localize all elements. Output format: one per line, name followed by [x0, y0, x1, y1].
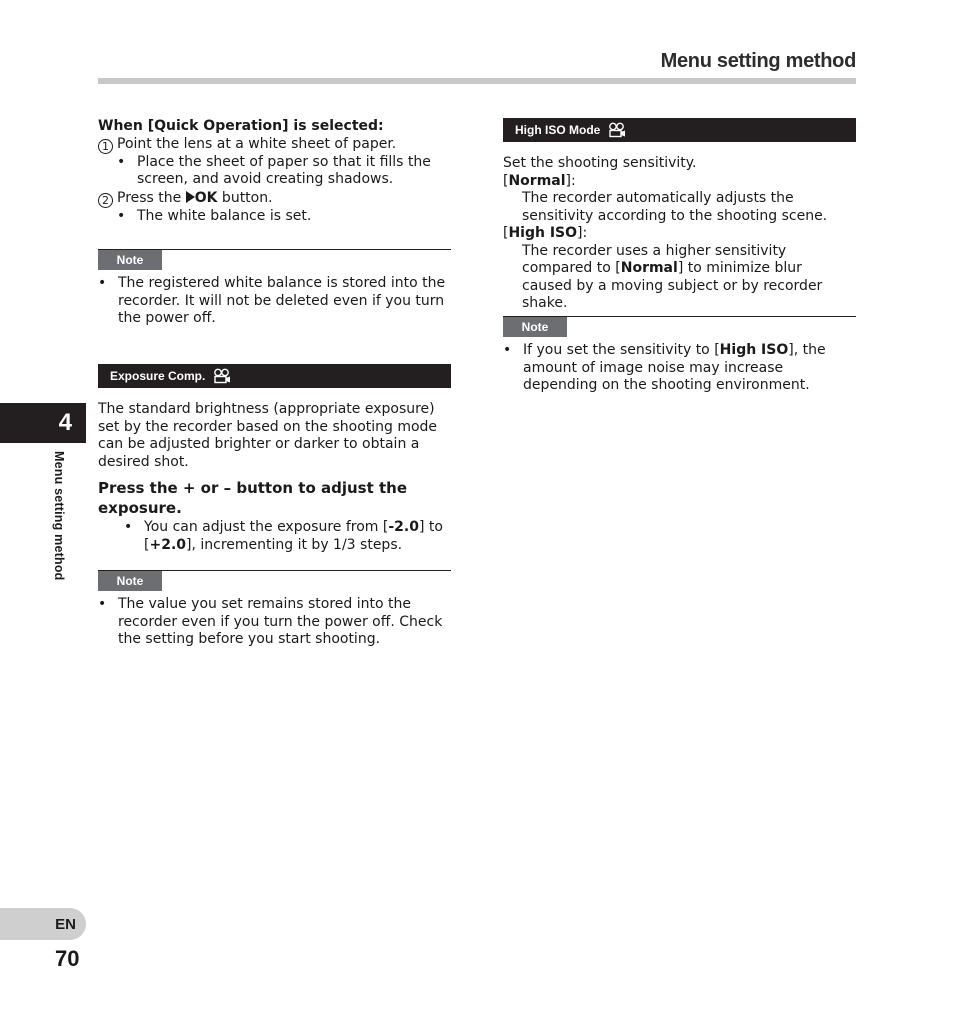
note-3: [503, 316, 856, 337]
language-tab: EN: [0, 908, 86, 940]
exposure-comp-title: Exposure Comp.: [110, 369, 206, 383]
note-2: [98, 570, 451, 591]
movie-camera-icon: [213, 368, 231, 384]
page-number: 70: [55, 946, 80, 971]
high-iso-mode-title: High ISO Mode: [515, 123, 601, 137]
note-1-text: The registered white balance is stored into the recorder. It will not be deleted even if you turn the power off.: [118, 275, 446, 326]
step-1: [98, 136, 451, 154]
quick-operation-heading: When [Quick Operation] is selected:: [98, 118, 384, 134]
press-heading: Press the + or – button to adjust the exposure.: [98, 479, 408, 517]
note-2-text: The value you set remains stored into the recorder even if you turn the power off. Check the setting before you start shooting.: [118, 596, 443, 647]
note-1-body: [98, 275, 451, 328]
high-iso-option: [High ISO]:: [503, 225, 588, 241]
bullet-dot: •: [503, 342, 512, 358]
play-triangle-icon: [186, 191, 195, 203]
chapter-tab: 4: [0, 403, 86, 443]
page-title: Menu setting method: [660, 50, 856, 72]
high-iso-mode-bar: [503, 118, 856, 142]
step-1-number: 1: [98, 139, 113, 154]
exposure-comp-bar: [98, 364, 451, 388]
header-rule: [98, 78, 856, 84]
step-2-bullet: • The white balance is set.: [117, 208, 312, 224]
note-1: [98, 249, 451, 270]
range-bullet: • You can adjust the exposure from [-2.0] to [+2.0], incrementing it by 1/3 steps.: [124, 519, 443, 553]
step-1-text: Point the lens at a white sheet of paper.: [117, 135, 397, 152]
bullet-dot: •: [98, 275, 107, 291]
range-max: +2.0: [149, 536, 186, 553]
note-3-body: • If you set the sensitivity to [High ISO], the amount of image noise may increase depending on the shooting environment.: [503, 342, 826, 393]
range-min: -2.0: [388, 519, 419, 535]
chapter-label: Menu setting method: [52, 451, 66, 581]
normal-option: [Normal]:: [503, 172, 576, 189]
left-column: [98, 118, 451, 226]
bullet-dot: •: [117, 153, 126, 170]
note-2-body: [98, 596, 451, 649]
step-2: [98, 190, 451, 208]
step-2-pre: Press the: [117, 189, 186, 206]
high-iso-section: [503, 155, 856, 313]
bullet-dot: •: [117, 208, 126, 224]
normal-description: The recorder automatically adjusts the sensitivity according to the shooting scene.: [522, 190, 828, 224]
iso-description: Set the shooting sensitivity.: [503, 155, 697, 171]
ok-button-label: OK: [194, 189, 218, 206]
movie-camera-icon: [608, 122, 626, 138]
step-1-bullet: • Place the sheet of paper so that it fills the screen, and avoid creating shadows.: [117, 153, 431, 188]
step-2-post: button.: [217, 189, 273, 206]
step-2-number: 2: [98, 193, 113, 208]
exposure-description: The standard brightness (appropriate exposure) set by the recorder based on the shooting mode can be adjusted brighter or darker to obtain a desired shot.: [98, 401, 438, 470]
bullet-dot: •: [98, 596, 107, 612]
note-3-label: Note: [503, 317, 567, 337]
note-2-label: Note: [98, 571, 162, 591]
exposure-section: [98, 401, 451, 554]
bullet-dot: •: [124, 519, 133, 535]
high-iso-description: The recorder uses a higher sensitivity compared to [Normal] to minimize blur caused by a moving subject or by recorder shake.: [522, 242, 823, 311]
note-1-label: Note: [98, 250, 162, 270]
